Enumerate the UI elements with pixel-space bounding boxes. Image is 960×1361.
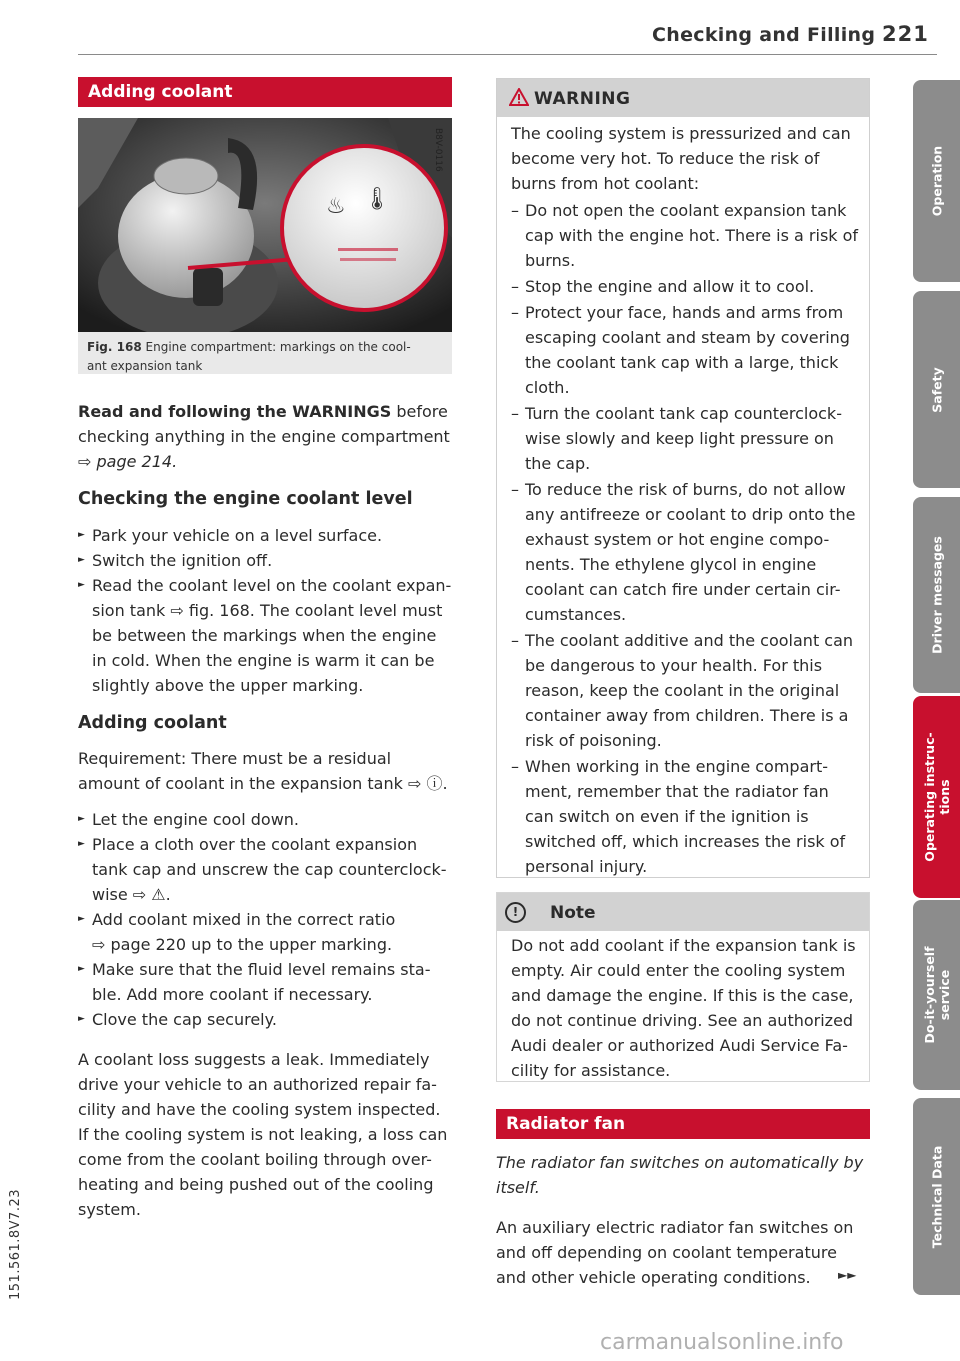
note-body: Do not add coolant if the expansion tank is empty. Air could enter the cooling system and damage the engine. If this is the case, do not continue driving. See an authorized Audi dealer or authorized Audi Service Fa- cility for assistance. [511,936,856,1080]
closing-paragraph: A coolant loss suggests a leak. Immediately drive your vehicle to an authorized repair fa- cility and have the cooling system inspected. If the cooling system is not leaking, a loss can come from the coolant boiling through over- heating and being pushed out of the cooling system. [78,1050,448,1219]
tab-safety[interactable]: Safety [913,291,960,488]
warning-item: – Turn the coolant tank cap counterclock- wise slowly and keep light pressure on the cap. [511,401,866,476]
warning-item: – When working in the engine compart- ment, remember that the radiator fan can switch on even if the ignition is switched off, which increases the risk of personal injury. [511,754,866,879]
check-step-item: ► Read the coolant level on the coolant expan- sion tank ⇨ fig. 168. The coolant level must be between the markings when the engine in cold. When the engine is warm it can be slightly above the upper marking. [78,573,458,698]
magnified-markings [282,146,446,310]
section-heading-radiator-fan: Radiator fan [496,1109,870,1139]
header-rule [78,54,937,55]
page-section-title: Checking and Filling [652,24,876,46]
figure-caption: Fig. 168 Engine compartment: markings on the cool- ant expansion tank [87,340,411,373]
tab-operation[interactable]: Operation [913,80,960,282]
heading-adding-coolant: Adding coolant [78,713,227,733]
intro-paragraph: Read and following the WARNINGS before checking anything in the engine compartment ⇨ page 214. [78,402,450,471]
figure-code: B8V-0116 [433,128,443,172]
warning-item: – Protect your face, hands and arms from escaping coolant and steam by covering the coolant tank cap with a large, thick cloth. [511,300,866,400]
page-214-link[interactable]: ⇨ page 214. [78,452,178,471]
info-circle-icon: ! [505,902,526,923]
requirement-paragraph: Requirement: There must be a residual amount of coolant in the expansion tank ⇨ ⓘ. [78,749,448,793]
watermark: carmanualsonline.info [600,1330,844,1355]
page-number: 221 [882,22,929,46]
heading-checking-coolant-level: Checking the engine coolant level [78,489,413,509]
warning-box [496,78,870,878]
add-step-item: ► Clove the cap securely. [78,1007,458,1032]
tab-operating-instructions[interactable]: Operating instruc- tions [913,696,960,898]
section-heading-adding-coolant: Adding coolant [78,77,452,107]
radiator-intro-italic: The radiator fan switches on automatically by itself. [496,1153,864,1197]
engine-compartment-photo [78,118,452,332]
warning-item: – Do not open the coolant expansion tank cap with the engine hot. There is a risk of burns. [511,198,866,273]
warning-item: – To reduce the risk of burns, do not allow any antifreeze or coolant to drip onto the exhaust system or hot engine compo- nents. The ethylene glycol in engine coolant can catch fire under certain cir- cumstances. [511,477,866,627]
tank-cap [154,158,218,194]
coolant-symbol-icon: ♨ [326,194,346,219]
check-step-item: ► Park your vehicle on a level surface. [78,523,458,548]
figure-168 [78,118,452,374]
add-step-item: ► Let the engine cool down. [78,807,458,832]
check-step-item: ► Switch the ignition off. [78,548,458,573]
note-header [497,893,869,931]
note-title: Note [550,903,596,923]
continue-arrow-icon: ►► [838,1268,857,1282]
warning-item: – The coolant additive and the coolant can be dangerous to your health. For this reason, keep the coolant in the original container away from children. There is a risk of poisoning. [511,628,866,753]
thermometer-icon: 🌡 [363,187,391,212]
add-step-item: ► Add coolant mixed in the correct ratio ⇨ page 220 up to the upper marking. [78,907,458,957]
tab-technical-data[interactable]: Technical Data [913,1098,960,1295]
add-step-item: ► Place a cloth over the coolant expansion tank cap and unscrew the cap counterclock- wise ⇨ ⚠. [78,832,458,907]
add-step-item: ► Make sure that the fluid level remains sta- ble. Add more coolant if necessary. [78,957,458,1007]
note-box [496,892,870,1082]
radiator-body: An auxiliary electric radiator fan switches on and off depending on coolant temperature and other vehicle operating conditions. [496,1218,854,1287]
warning-title: WARNING [534,89,631,109]
tab-do-it-yourself-service[interactable]: Do-it-yourself service [913,900,960,1090]
document-code: 151.561.8V7.23 [8,1189,23,1300]
warning-intro: The cooling system is pressurized and can become very hot. To reduce the risk of burns from hot coolant: [511,124,851,193]
warning-triangle-icon [509,88,529,106]
warning-item: – Stop the engine and allow it to cool. [511,274,866,299]
warning-header [497,79,869,117]
tab-driver-messages[interactable]: Driver messages [913,497,960,693]
